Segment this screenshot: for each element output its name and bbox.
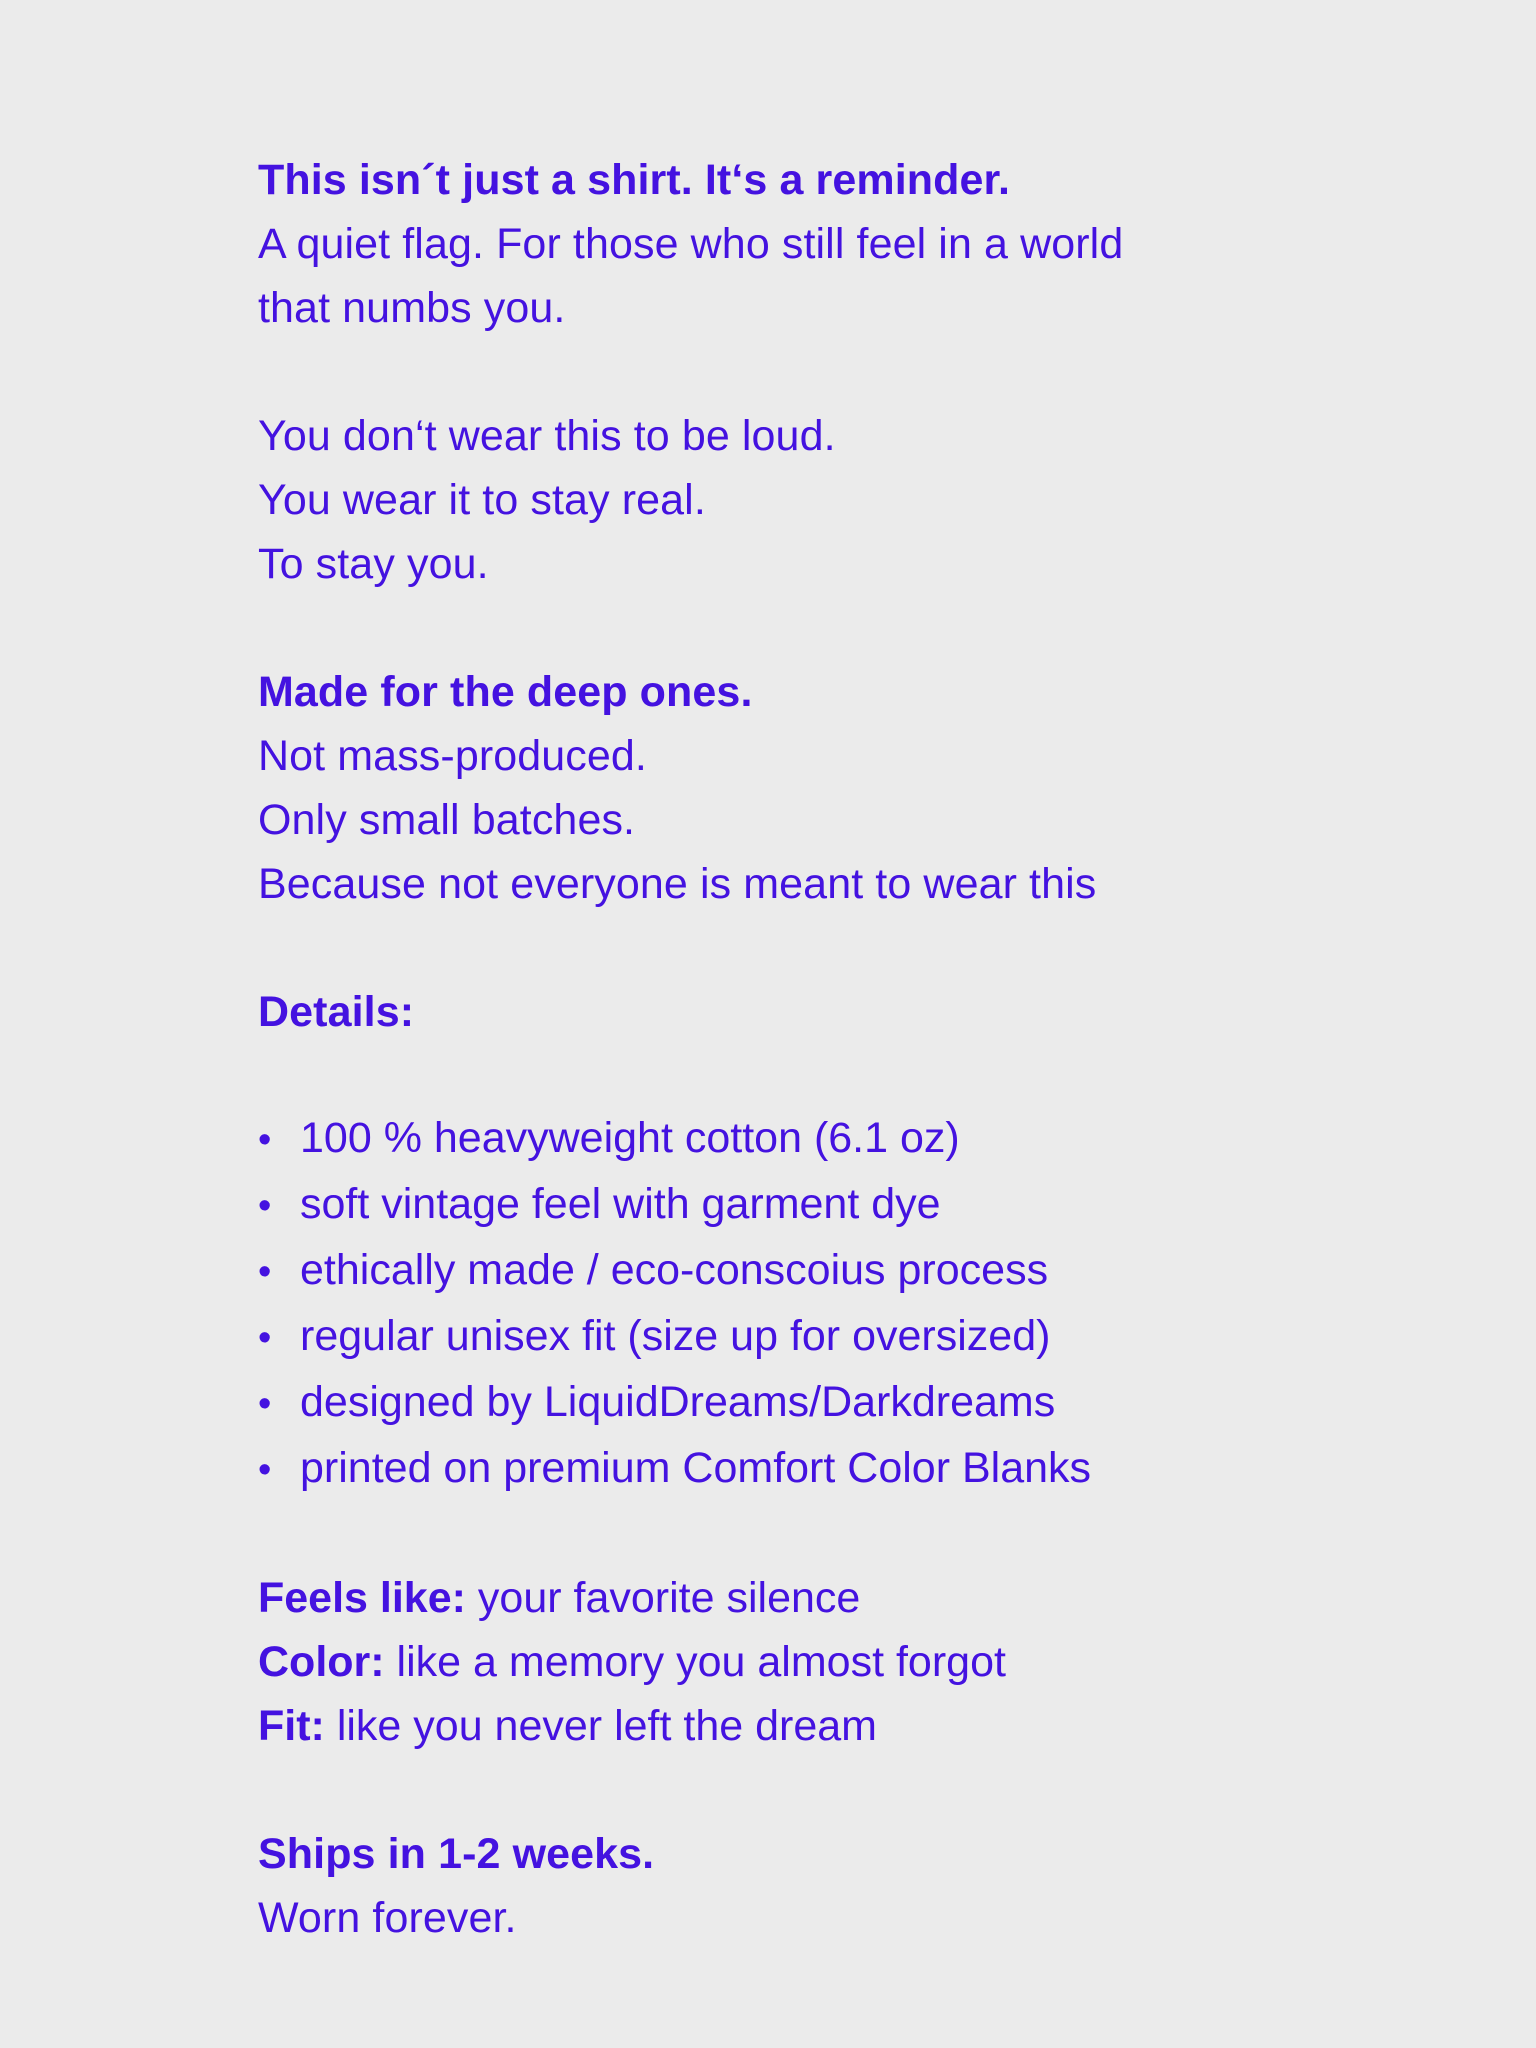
list-item bbox=[258, 1106, 1378, 1172]
description-content bbox=[258, 148, 1378, 1950]
list-item bbox=[258, 1436, 1378, 1502]
attribute-value: like a memory you almost forgot bbox=[396, 1638, 1006, 1686]
attribute-label: Color: bbox=[258, 1638, 385, 1686]
closing-line: Worn forever. bbox=[258, 1894, 517, 1942]
list-item bbox=[258, 1304, 1378, 1370]
attribute-feels-like bbox=[258, 1566, 1378, 1630]
bullet-icon: • bbox=[258, 1383, 272, 1425]
list-item bbox=[258, 1172, 1378, 1238]
spacer-4 bbox=[258, 1044, 1378, 1106]
attribute-fit bbox=[258, 1694, 1378, 1758]
details-list bbox=[258, 1106, 1378, 1502]
stanza3-line-1: Not mass-produced. bbox=[258, 732, 647, 780]
list-item-label: ethically made / eco-conscoius process bbox=[300, 1246, 1049, 1294]
list-item-label: printed on premium Comfort Color Blanks bbox=[300, 1444, 1092, 1492]
list-item bbox=[258, 1238, 1378, 1304]
intro-headline: This isn´t just a shirt. It‘s a reminder. bbox=[258, 156, 1011, 204]
list-item-label: designed by LiquidDreams/Darkdreams bbox=[300, 1378, 1056, 1426]
spacer-2 bbox=[258, 596, 1378, 660]
attribute-color bbox=[258, 1630, 1378, 1694]
bullet-icon: • bbox=[258, 1449, 272, 1491]
spacer-3 bbox=[258, 916, 1378, 980]
stanza3-headline: Made for the deep ones. bbox=[258, 668, 753, 716]
spacer-5 bbox=[258, 1502, 1378, 1566]
list-item-label: 100 % heavyweight cotton (6.1 oz) bbox=[300, 1114, 960, 1162]
stanza2-line-2: You wear it to stay real. bbox=[258, 476, 706, 524]
list-item-label: regular unisex fit (size up for oversized) bbox=[300, 1312, 1051, 1360]
stanza2-line-3: To stay you. bbox=[258, 540, 489, 588]
attribute-value: like you never left the dream bbox=[336, 1702, 877, 1750]
bullet-icon: • bbox=[258, 1185, 272, 1227]
bullet-icon: • bbox=[258, 1317, 272, 1359]
bullet-icon: • bbox=[258, 1251, 272, 1293]
spacer-1 bbox=[258, 340, 1378, 404]
bullet-icon: • bbox=[258, 1119, 272, 1161]
attribute-value: your favorite silence bbox=[477, 1574, 861, 1622]
list-item bbox=[258, 1370, 1378, 1436]
spacer-6 bbox=[258, 1758, 1378, 1822]
list-item-label: soft vintage feel with garment dye bbox=[300, 1180, 941, 1228]
attribute-label: Feels like: bbox=[258, 1574, 466, 1622]
intro-line-1: A quiet flag. For those who still feel in a world bbox=[258, 220, 1124, 268]
stanza2-line-1: You don‘t wear this to be loud. bbox=[258, 412, 836, 460]
attribute-label: Fit: bbox=[258, 1702, 325, 1750]
stanza3-line-3: Because not everyone is meant to wear this bbox=[258, 860, 1097, 908]
shipping-headline: Ships in 1-2 weeks. bbox=[258, 1830, 655, 1878]
details-heading: Details: bbox=[258, 988, 415, 1036]
stanza3-line-2: Only small batches. bbox=[258, 796, 636, 844]
intro-line-2: that numbs you. bbox=[258, 284, 566, 332]
